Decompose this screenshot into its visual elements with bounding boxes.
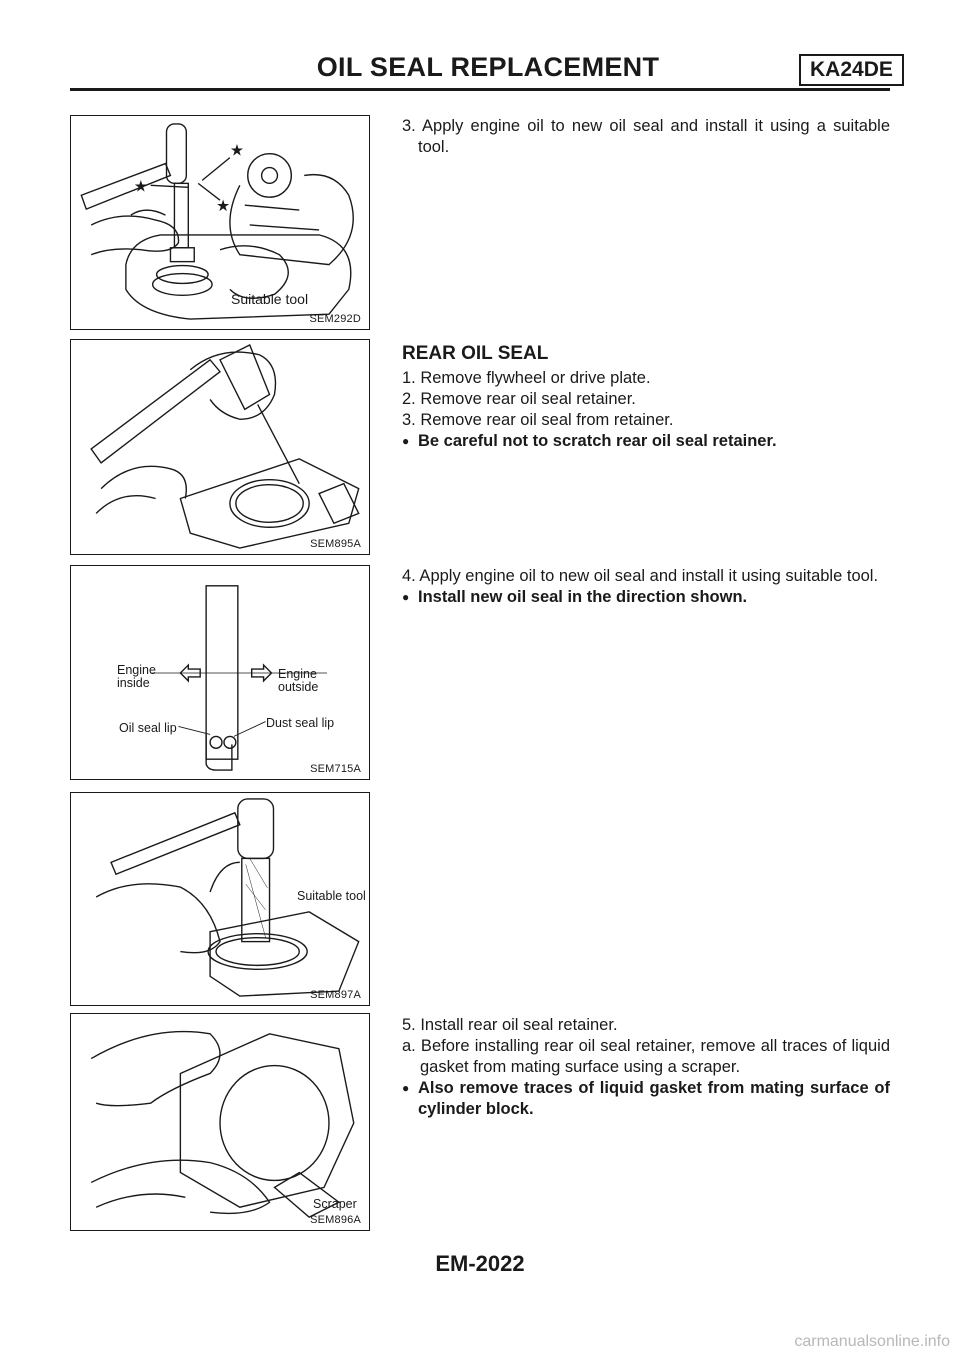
seal-direction-text (402, 566, 890, 608)
figure-rear-seal-install (70, 792, 370, 1006)
figure-label: Dust seal lip (266, 716, 335, 730)
remove-rear-seal-illustration (71, 340, 369, 554)
caution-note: ● Install new oil seal in the direction shown. (402, 587, 890, 608)
watermark: carmanualsonline.info (794, 1333, 950, 1350)
section-heading: REAR OIL SEAL (402, 343, 549, 364)
front-seal-install-illustration (71, 116, 369, 329)
figure-seal-direction (70, 565, 370, 780)
figure-remove-rear-seal (70, 339, 370, 555)
caution-note: ● Be careful not to scratch rear oil seal retainer. (402, 431, 890, 452)
figure-label: Engine outside (278, 667, 319, 694)
instruction-step: 3. Remove rear oil seal from retainer. (402, 411, 674, 429)
page-number: EM-2022 (435, 1251, 525, 1276)
instruction-step: 5. Install rear oil seal retainer. (402, 1016, 618, 1034)
header-divider (70, 88, 890, 91)
caution-note: ● Also remove traces of liquid gasket from mating surface of cylinder block. (402, 1078, 890, 1120)
figure-code: SEM896A (310, 1214, 361, 1226)
figure-code: SEM895A (310, 538, 361, 550)
figure-label: Suitable tool (231, 291, 309, 307)
instruction-step: 1. Remove flywheel or drive plate. (402, 369, 651, 387)
page-title: OIL SEAL REPLACEMENT (316, 52, 660, 82)
instruction-step: 3. Apply engine oil to new oil seal and install it using a suitable tool. (402, 117, 890, 156)
svg-text:★: ★ (216, 196, 231, 216)
engine-model-badge: KA24DE (799, 54, 904, 86)
figure-label: Oil seal lip (119, 721, 177, 735)
instruction-step: a. Before installing rear oil seal retainer, remove all traces of liquid gasket from mating surface using a scraper. (402, 1037, 890, 1076)
page-header (0, 0, 960, 100)
svg-text:★: ★ (229, 140, 245, 160)
figure-code: SEM897A (310, 989, 361, 1001)
figure-front-seal-install (70, 115, 370, 330)
rear-oil-seal-section (402, 343, 890, 452)
svg-text:★: ★ (133, 176, 149, 196)
front-seal-install-text (402, 116, 890, 158)
seal-direction-diagram (71, 566, 369, 779)
figure-remove-gasket (70, 1013, 370, 1231)
figure-label: Suitable tool (297, 889, 366, 903)
figure-label: Engine inside (117, 663, 156, 690)
retainer-install-text (402, 1015, 890, 1120)
instruction-step: 2. Remove rear oil seal retainer. (402, 390, 636, 408)
figure-code: SEM292D (309, 313, 361, 325)
figure-code: SEM715A (310, 763, 361, 775)
figure-label: Scraper (313, 1197, 357, 1211)
instruction-step: 4. Apply engine oil to new oil seal and install it using suitable tool. (402, 567, 879, 585)
